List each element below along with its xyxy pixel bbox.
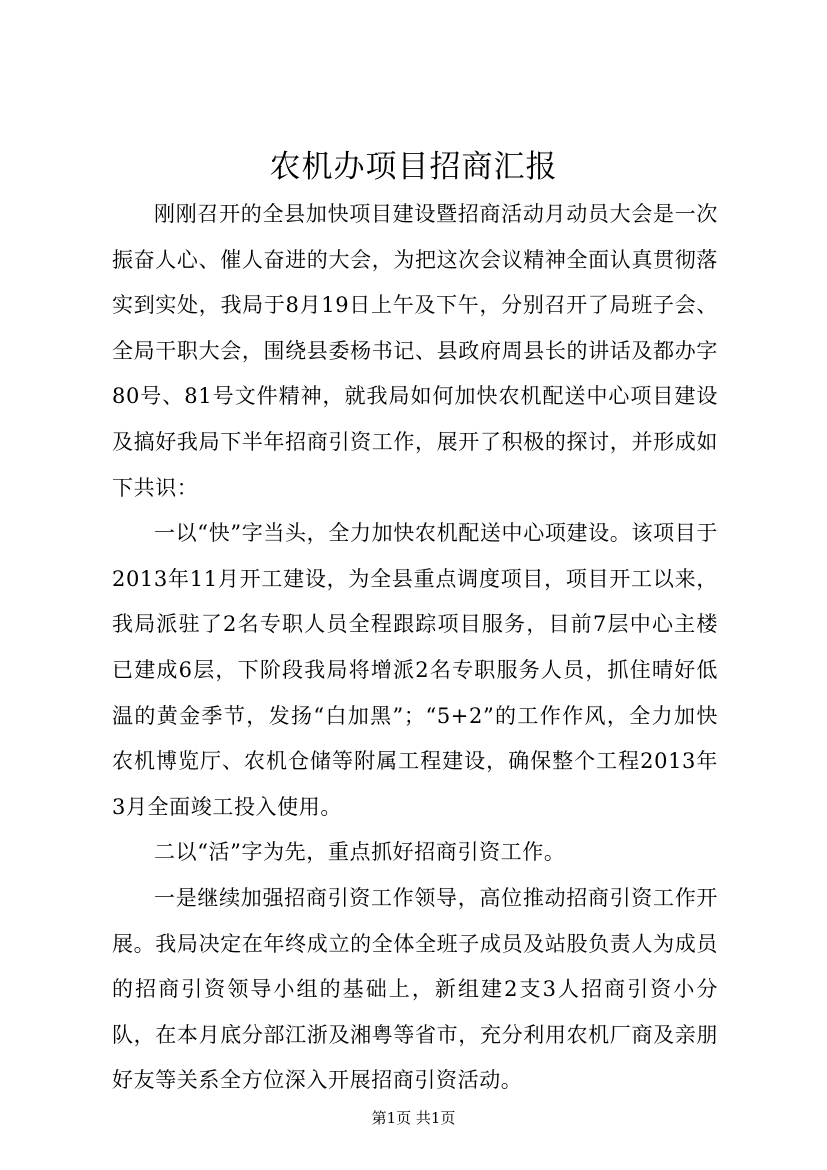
document-body bbox=[112, 192, 718, 1104]
paragraph-point-two-detail: 一是继续加强招商引资工作领导，高位推动招商引资工作开展。我局决定在年终成立的全体全班子成员及站股负责人为成员的招商引资领导小组的基础上，新组建2支3人招商引资小分队，在本月底分部江浙及湘粤等省市，充分利用农机厂商及亲朋好友等关系全方位深入开展招商引资活动。 bbox=[112, 885, 718, 1093]
paragraph-point-one: 一以“快”字当头，全力加快农机配送中心项建设。该项目于2013年11月开工建设，为全县重点调度项目，项目开工以来，我局派驻了2名专职人员全程跟踪项目服务，目前7层中心主楼已建成6层，下阶段我局将增派2名专职服务人员，抓住晴好低温的黄金季节，发扬“白加黑”；“5+2”的工作作风，全力加快农机博览厅、农机仓储等附属工程建设，确保整个工程2013年3月全面竣工投入使用。 bbox=[112, 521, 718, 819]
paragraph-point-two: 二以“活”字为先，重点抓好招商引资工作。 bbox=[154, 840, 566, 865]
paragraph-intro: 刚刚召开的全县加快项目建设暨招商活动月动员大会是一次振奋人心、催人奋进的大会，为把这次会议精神全面认真贯彻落实到实处，我局于8月19日上午及下午，分别召开了局班子会、全局干职大会，围绕县委杨书记、县政府周县长的讲话及都办字80号、81号文件精神，就我局如何加快农机配送中心项目建设及搞好我局下半年招商引资工作，展开了积极的探讨，并形成如下共识： bbox=[112, 202, 718, 500]
page-number-footer: 第1页 共1页 bbox=[371, 1109, 456, 1127]
document-title: 农机办项目招商汇报 bbox=[269, 149, 558, 185]
